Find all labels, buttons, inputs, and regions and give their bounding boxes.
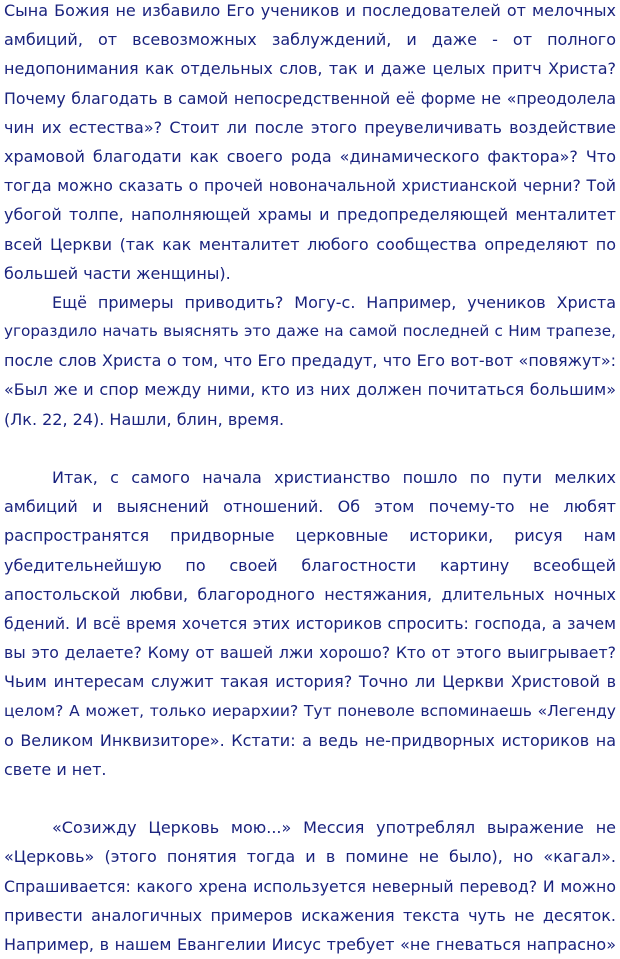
paragraph-gap (4, 784, 616, 813)
text-line: угораздило начать выяснять это даже на самой последней с Ним трапезе, (4, 322, 616, 341)
text-line: (Лк. 22, 24). Нашли, блин, время. (4, 409, 285, 429)
text-line: бдений. И всё время хочется этих историков спросить: господа, а зачем (4, 613, 616, 633)
text-line: Например, в нашем Евангелии Иисус требует «не гневаться напрасно» (4, 935, 616, 954)
text-line: вы это делаете? Кому от вашей лжи хорошо? Кто от этого выигрывает? (4, 643, 616, 663)
text-line: Спрашивается: какого хрена используется неверный перевод? И можно (4, 876, 616, 896)
text-line: апостольской любви, благородного нестяжания, длительных ночных (4, 584, 616, 604)
text-line: целом? А может, только иерархии? Тут поневоле вспоминаешь «Легенду (4, 701, 616, 720)
text-line: распространятся придворные церковные историки, рисуя нам (4, 526, 616, 546)
text-line: о Великом Инквизиторе». Кстати: а ведь не-придворных историков на (4, 730, 616, 750)
paragraph-gap (4, 434, 616, 463)
text-line: чин их естества»? Стоит ли после этого преувеличивать воздействие (4, 117, 616, 137)
text-line: Ещё примеры приводить? Могу-с. Например, учеников Христа (52, 292, 616, 312)
text-line: убогой толпе, наполняющей храмы и предопределяющей менталитет (4, 205, 616, 225)
text-line: Сына Божия не избавило Его учеников и последователей от мелочных (4, 1, 616, 20)
text-line: «Был же и спор между ними, кто из них должен почитаться большим» (4, 380, 616, 400)
text-line: тогда можно сказать о прочей новоначальной христианской черни? Той (4, 176, 616, 196)
text-line: свете и нет. (4, 759, 107, 779)
text-line: амбиций, от всевозможных заблуждений, и даже - от полного (4, 30, 616, 50)
paragraph-1 (4, 0, 616, 288)
paragraph-3 (4, 463, 616, 784)
text-line: амбиций и выяснений отношений. Об этом почему-то не любят (4, 497, 616, 517)
text-line: Почему благодать в самой непосредственной её форме не «преодолела (4, 88, 616, 108)
text-line: убедительнейшую по своей благостности картину всеобщей (4, 555, 616, 575)
text-line: всей Церкви (так как менталитет любого сообщества определяют по (4, 234, 616, 254)
text-line: Чьим интересам служит такая история? Точно ли Церкви Христовой в (4, 672, 616, 692)
text-line: недопонимания как отдельных слов, так и даже целых притч Христа? (4, 59, 616, 79)
text-line: после слов Христа о том, что Его предадут, что Его вот-вот «повяжут»: (4, 351, 616, 371)
paragraph-4 (4, 813, 616, 959)
text-line: храмовой благодати как своего рода «динамического фактора»? Что (4, 146, 616, 166)
text-line: «Церковь» (этого понятия тогда и в помине не было), но «кагал». (4, 847, 616, 867)
text-line: Итак, с самого начала христианство пошло по пути мелких (52, 468, 616, 487)
text-line: большей части женщины). (4, 263, 231, 283)
paragraph-2 (4, 288, 616, 434)
text-line: «Созижду Церковь мою...» Мессия употреблял выражение не (52, 818, 616, 838)
text-line: привести аналогичных примеров искажения текста чуть не десяток. (4, 905, 616, 925)
